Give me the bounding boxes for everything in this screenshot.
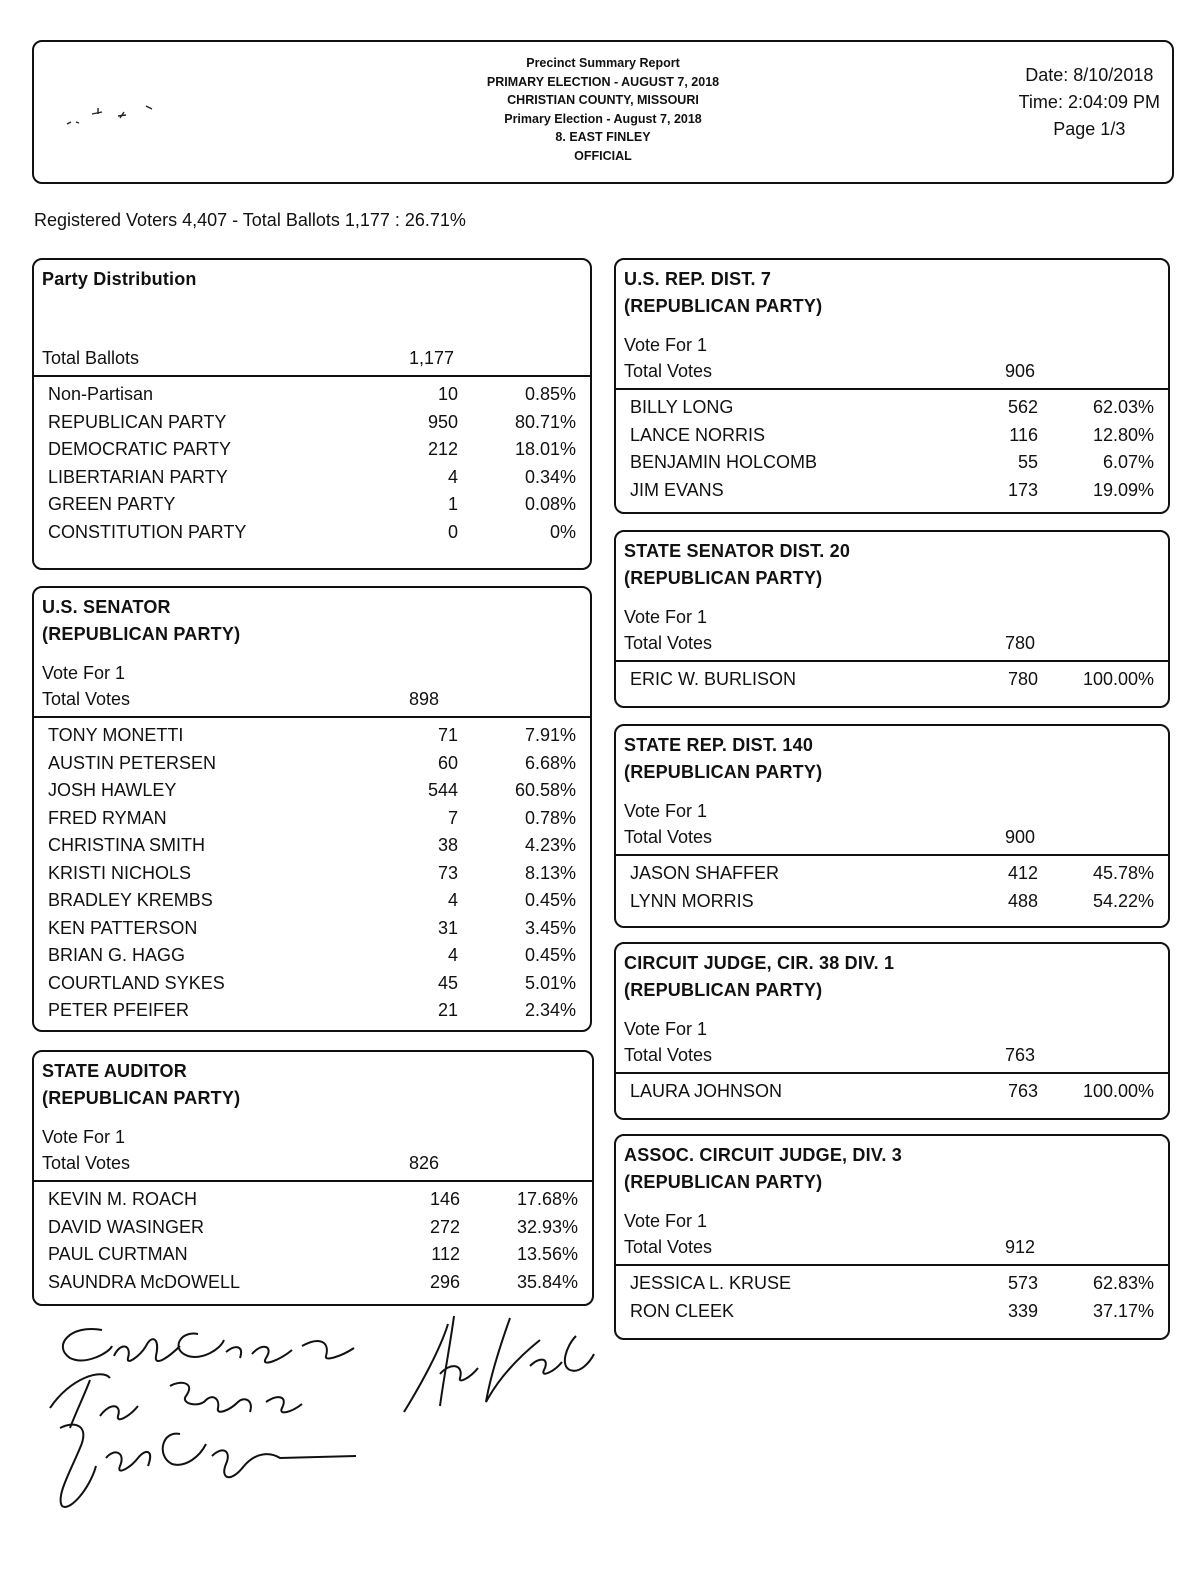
report-time: Time: 2:04:09 PM [1018, 92, 1160, 112]
signature-block-left [30, 1316, 370, 1516]
candidate-name: FRED RYMAN [48, 807, 167, 828]
row-name: GREEN PARTY [48, 494, 176, 514]
page-number: Page 1/3 [1053, 119, 1126, 139]
candidate-row [48, 832, 576, 860]
signature-block-right [390, 1306, 600, 1426]
vote-for-label: Vote For 1 [624, 1211, 708, 1231]
row-votes: 212 [427, 439, 458, 459]
candidate-row [48, 887, 576, 915]
candidate-name: LAURA JOHNSON [630, 1081, 783, 1101]
candidate-name: DAVID WASINGER [48, 1216, 205, 1237]
candidate-votes: 73 [437, 862, 458, 883]
table-row [48, 491, 576, 519]
candidate-row [630, 449, 1154, 477]
candidate-row [48, 970, 576, 998]
contest-party: (REPUBLICAN PARTY) [624, 568, 823, 588]
candidate-row [48, 750, 576, 778]
candidate-votes: 272 [429, 1216, 460, 1237]
candidate-votes: 60 [437, 752, 458, 773]
party-distribution-box [32, 258, 592, 570]
candidate-name: AUSTIN PETERSEN [48, 752, 217, 773]
vote-for-label: Vote For 1 [624, 801, 708, 821]
candidate-percent: 17.68% [516, 1189, 578, 1209]
candidate-name: LYNN MORRIS [630, 890, 754, 911]
candidate-row [48, 860, 576, 888]
total-label: Total Ballots [42, 348, 140, 368]
state-senator-box [614, 530, 1170, 708]
table-row [48, 464, 576, 492]
candidate-percent: 12.80% [1092, 424, 1154, 445]
total-label: Total Votes [624, 1237, 713, 1257]
candidate-percent: 2.34% [524, 1000, 576, 1020]
candidate-percent: 6.07% [1102, 452, 1154, 472]
report-header [32, 40, 1174, 184]
candidate-name: RON CLEEK [630, 1300, 735, 1321]
candidate-row [630, 860, 1154, 888]
total-value: 763 [1005, 1045, 1036, 1065]
row-percent: 18.01% [514, 439, 576, 459]
contest-party: (REPUBLICAN PARTY) [42, 624, 241, 644]
candidate-votes: 412 [1007, 863, 1038, 883]
candidate-votes: 488 [1007, 890, 1038, 911]
candidate-percent: 54.22% [1092, 890, 1154, 911]
contest-party: (REPUBLICAN PARTY) [624, 980, 823, 1000]
candidate-row [48, 942, 576, 970]
candidate-name: KEVIN M. ROACH [48, 1189, 198, 1209]
state-auditor-box [32, 1050, 594, 1306]
header-line: Primary Election - August 7, 2018 [504, 111, 702, 126]
candidate-percent: 100.00% [1082, 1081, 1154, 1101]
total-value: 906 [1005, 361, 1036, 381]
state-rep-box [614, 724, 1170, 928]
candidate-votes: 7 [447, 807, 458, 828]
total-ballots-row [42, 345, 582, 371]
candidate-percent: 35.84% [516, 1271, 578, 1292]
row-name: LIBERTARIAN PARTY [48, 466, 228, 487]
circuit-judge-box [614, 942, 1170, 1120]
candidate-name: KEN PATTERSON [48, 917, 198, 938]
candidate-votes: 4 [447, 945, 458, 965]
candidate-name: SAUNDRA McDOWELL [48, 1271, 241, 1292]
candidate-name: BRIAN G. HAGG [48, 945, 186, 965]
row-votes: 1 [447, 494, 458, 514]
registered-voters-summary: Registered Voters 4,407 - Total Ballots 1,177 : 26.71% [34, 210, 466, 230]
candidate-name: KRISTI NICHOLS [48, 862, 192, 883]
candidate-row [630, 1078, 1154, 1106]
candidate-votes: 339 [1007, 1300, 1038, 1321]
candidate-votes: 573 [1007, 1273, 1038, 1293]
candidate-row [630, 422, 1154, 450]
signature-stroke [63, 1329, 354, 1363]
candidate-percent: 19.09% [1092, 479, 1154, 500]
total-votes-row [624, 1234, 1160, 1260]
contest-title: CIRCUIT JUDGE, CIR. 38 DIV. 1 [624, 953, 895, 973]
candidate-votes: 146 [429, 1189, 460, 1209]
contest-party: (REPUBLICAN PARTY) [624, 1172, 823, 1192]
candidate-name: JIM EVANS [630, 479, 724, 500]
table-row [48, 519, 576, 547]
candidate-row [48, 805, 576, 833]
signature-stroke [60, 1425, 356, 1507]
candidate-percent: 13.56% [516, 1244, 578, 1264]
candidate-rows [34, 718, 590, 1031]
candidate-percent: 60.58% [514, 780, 576, 800]
candidate-votes: 38 [437, 835, 458, 855]
candidate-row [48, 777, 576, 805]
candidate-percent: 0.78% [524, 807, 576, 828]
candidate-votes: 55 [1017, 452, 1038, 472]
vote-for-label: Vote For 1 [42, 1127, 126, 1147]
row-votes: 4 [447, 466, 458, 487]
report-date: Date: 8/10/2018 [1025, 65, 1154, 85]
row-name: CONSTITUTION PARTY [48, 521, 247, 542]
candidate-votes: 296 [429, 1271, 460, 1292]
candidate-votes: 112 [431, 1244, 460, 1264]
signature-stroke [50, 1374, 302, 1428]
vote-for-label: Vote For 1 [624, 335, 708, 355]
candidate-row [48, 1186, 578, 1214]
candidate-rows [34, 1182, 592, 1302]
header-line: Precinct Summary Report [526, 56, 680, 70]
row-name: Non-Partisan [48, 384, 154, 404]
candidate-percent: 100.00% [1082, 669, 1154, 689]
us-rep-box [614, 258, 1170, 514]
party-rows [34, 377, 590, 552]
candidate-name: COURTLAND SYKES [48, 972, 225, 993]
contest-title: U.S. SENATOR [42, 597, 171, 617]
candidate-percent: 62.03% [1092, 397, 1154, 417]
contest-title: ASSOC. CIRCUIT JUDGE, DIV. 3 [624, 1145, 902, 1165]
contest-party: (REPUBLICAN PARTY) [624, 296, 823, 316]
candidate-rows [616, 1074, 1168, 1112]
candidate-votes: 31 [437, 917, 458, 938]
candidate-name: JESSICA L. KRUSE [630, 1273, 792, 1293]
candidate-row [48, 722, 576, 750]
candidate-percent: 6.68% [524, 752, 576, 773]
total-label: Total Votes [624, 1045, 713, 1065]
candidate-rows [616, 1266, 1168, 1331]
header-meta [1019, 62, 1160, 143]
candidate-row [630, 666, 1154, 694]
total-votes-row [42, 686, 582, 712]
total-value: 900 [1005, 827, 1036, 847]
vote-for-label: Vote For 1 [624, 1019, 708, 1039]
total-value: 898 [409, 689, 440, 709]
candidate-percent: 62.83% [1092, 1273, 1154, 1293]
candidate-row [630, 1298, 1154, 1326]
candidate-name: PAUL CURTMAN [48, 1244, 188, 1264]
candidate-row [48, 997, 576, 1025]
candidate-votes: 71 [437, 725, 458, 745]
header-line: OFFICIAL [574, 148, 632, 163]
contest-party: (REPUBLICAN PARTY) [42, 1088, 241, 1108]
table-row [48, 409, 576, 437]
candidate-name: PETER PFEIFER [48, 1000, 190, 1020]
candidate-row [630, 888, 1154, 916]
candidate-name: JASON SHAFFER [630, 863, 780, 883]
table-row [48, 381, 576, 409]
candidate-percent: 0.45% [524, 945, 576, 965]
candidate-name: ERIC W. BURLISON [630, 669, 797, 689]
candidate-votes: 4 [447, 890, 458, 910]
total-votes-row [624, 630, 1160, 656]
total-label: Total Votes [42, 689, 131, 709]
candidate-percent: 0.45% [524, 890, 576, 910]
table-row [48, 436, 576, 464]
candidate-votes: 116 [1009, 424, 1038, 445]
candidate-row [48, 1241, 578, 1269]
total-label: Total Votes [624, 633, 713, 653]
contest-title: Party Distribution [42, 269, 197, 289]
contest-party: (REPUBLICAN PARTY) [624, 762, 823, 782]
us-senator-box [32, 586, 592, 1032]
total-votes-row [624, 824, 1160, 850]
total-value: 1,177 [409, 348, 455, 368]
candidate-percent: 7.91% [524, 725, 576, 745]
row-percent: 0.85% [524, 384, 576, 404]
row-votes: 950 [427, 411, 458, 432]
vote-for-label: Vote For 1 [42, 663, 126, 683]
total-votes-row [42, 1150, 584, 1176]
contest-title: STATE AUDITOR [42, 1061, 187, 1081]
candidate-name: BRADLEY KREMBS [48, 890, 213, 910]
header-line: 8. EAST FINLEY [555, 130, 651, 144]
candidate-percent: 5.01% [524, 972, 576, 993]
candidate-percent: 3.45% [524, 917, 576, 938]
row-votes: 0 [447, 521, 458, 542]
header-line: CHRISTIAN COUNTY, MISSOURI [507, 93, 699, 107]
candidate-name: JOSH HAWLEY [48, 780, 177, 800]
assoc-circuit-judge-box [614, 1134, 1170, 1340]
candidate-percent: 4.23% [524, 835, 576, 855]
candidate-row [48, 1214, 578, 1242]
candidate-row [630, 1270, 1154, 1298]
candidate-percent: 8.13% [524, 862, 576, 883]
candidate-row [48, 915, 576, 943]
vote-for-label: Vote For 1 [624, 607, 708, 627]
row-name: REPUBLICAN PARTY [48, 411, 227, 432]
candidate-name: BENJAMIN HOLCOMB [630, 452, 818, 472]
candidate-percent: 37.17% [1092, 1300, 1154, 1321]
total-votes-row [624, 358, 1160, 384]
candidate-votes: 21 [437, 1000, 458, 1020]
row-votes: 10 [437, 384, 458, 404]
candidate-rows [616, 856, 1168, 921]
row-name: DEMOCRATIC PARTY [48, 439, 232, 459]
candidate-votes: 562 [1007, 397, 1038, 417]
candidate-rows [616, 662, 1168, 700]
candidate-row [630, 477, 1154, 505]
total-value: 912 [1005, 1237, 1036, 1257]
total-value: 780 [1005, 633, 1036, 653]
candidate-name: TONY MONETTI [48, 725, 184, 745]
candidate-votes: 173 [1007, 479, 1038, 500]
contest-title: STATE REP. DIST. 140 [624, 735, 814, 755]
candidate-name: CHRISTINA SMITH [48, 835, 206, 855]
header-line: PRIMARY ELECTION - AUGUST 7, 2018 [486, 74, 720, 89]
total-label: Total Votes [624, 827, 713, 847]
contest-title: STATE SENATOR DIST. 20 [624, 541, 851, 561]
candidate-rows [616, 390, 1168, 510]
total-label: Total Votes [42, 1153, 131, 1173]
total-value: 826 [409, 1153, 440, 1173]
candidate-votes: 544 [427, 780, 458, 800]
row-percent: 80.71% [514, 411, 576, 432]
candidate-name: LANCE NORRIS [630, 424, 766, 445]
candidate-votes: 763 [1007, 1081, 1038, 1101]
row-percent: 0.08% [524, 494, 576, 514]
candidate-percent: 32.93% [516, 1216, 578, 1237]
candidate-votes: 780 [1007, 669, 1038, 689]
row-percent: 0.34% [524, 466, 576, 487]
signature-stroke [404, 1316, 594, 1412]
candidate-votes: 45 [437, 972, 458, 993]
candidate-name: BILLY LONG [630, 397, 734, 417]
candidate-row [48, 1269, 578, 1297]
contest-title: U.S. REP. DIST. 7 [624, 269, 772, 289]
candidate-row [630, 394, 1154, 422]
total-label: Total Votes [624, 361, 713, 381]
total-votes-row [624, 1042, 1160, 1068]
header-title-block [34, 54, 1172, 165]
candidate-percent: 45.78% [1092, 863, 1154, 883]
row-percent: 0% [549, 521, 576, 542]
